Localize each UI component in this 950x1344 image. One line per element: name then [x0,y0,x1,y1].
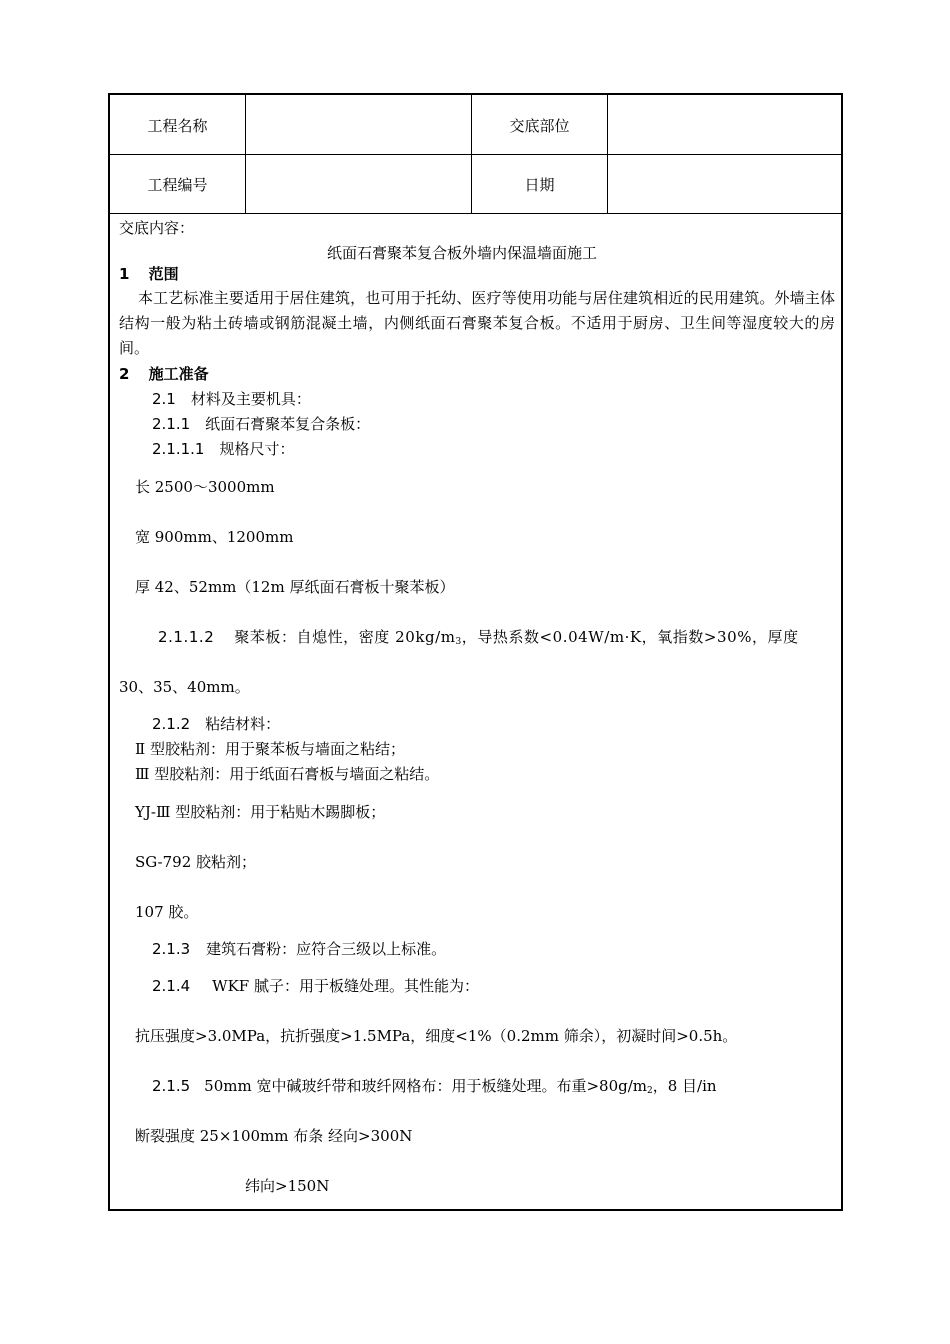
clause-2-1-1: 2.1.1 纸面石膏聚苯复合条板： [152,415,371,433]
clause-2-1-1-2 [158,628,834,651]
date-label: 日期 [524,175,555,194]
clause-2-1-5-text: 50mm 宽中碱玻纤带和玻纤网格布：用于板缝处理。布重>80g/m [204,1077,648,1095]
disclosure-form [108,93,843,1211]
spec-thickness: 厚 42、52mm（12m 厚纸面石膏板十聚苯板） [135,578,455,596]
clause-2-1-5-text2: ，8 目/in [652,1077,717,1095]
clause-2-1-1-2-number: 2.1.1.2 [158,628,215,646]
clause-2-1-5-sub: 2 [647,1086,653,1096]
clause-2-1-1-2-continued: 30、35、40mm。 [119,678,250,696]
clause-2-1-1-1: 2.1.1.1 规格尺寸： [152,440,295,458]
project-no-label: 工程编号 [147,175,208,194]
adhesive-107: 107 胶。 [135,903,199,921]
project-name-label: 工程名称 [147,116,208,135]
section-2-title: 施工准备 [148,365,209,383]
putty-properties: 抗压强度>3.0MPa，抗折强度>1.5MPa，细度<1%（0.2mm 筛余），初凝时间>0.5h。 [135,1027,738,1045]
content-intro-label: 交底内容： [119,219,195,237]
clause-2-1-4-number: 2.1.4 [152,977,191,995]
spec-length: 长 2500～3000mm [135,478,275,496]
clause-2-1-1-2-sub: 3 [455,637,462,647]
document-title: 纸面石膏聚苯复合板外墙内保温墙面施工 [327,244,598,262]
date-value[interactable] [608,155,843,213]
clause-2-1-3-text: 建筑石膏粉：应符合三级以上标准。 [206,940,447,958]
clause-2-1-4 [152,977,479,995]
adhesive-type-2: Ⅱ 型胶粘剂：用于聚苯板与墙面之粘结； [135,740,405,758]
section-2-heading [119,365,209,383]
part-value[interactable] [608,96,843,154]
clause-2-1-1-2-text: 聚苯板：自熄性，密度 20kg/m [234,628,456,646]
adhesive-sg: SG-792 胶粘剂； [135,853,257,871]
section-2-number: 2 [119,365,130,383]
section-1-paragraph: 本工艺标准主要适用于居住建筑，也可用于托幼、医疗等使用功能与居住建筑相近的民用建筑。外墙主体结构一般为粘土砖墙或钢筋混凝土墙，内侧纸面石膏聚苯复合板。不适用于厨房、卫生间等湿度较大的房间。 [119,289,835,357]
clause-2-1: 2.1 材料及主要机具： [152,390,311,408]
breaking-strength-weft: 纬向>150N [245,1177,330,1195]
spec-width: 宽 900mm、1200mm [135,528,294,546]
clause-2-1-5-number: 2.1.5 [152,1077,191,1095]
project-name-value[interactable] [246,96,471,154]
adhesive-type-3: Ⅲ 型胶粘剂：用于纸面石膏板与墙面之粘结。 [135,765,440,783]
section-1-heading [119,265,179,283]
part-label: 交底部位 [509,116,570,135]
project-no-value[interactable] [246,155,471,213]
row-divider [110,213,841,214]
clause-2-1-5 [152,1077,717,1100]
clause-2-1-1-2-text2: ，导热系数<0.04W/m·K，氧指数>30%，厚度 [461,628,799,646]
section-1-title: 范围 [148,265,179,283]
clause-2-1-2: 2.1.2 粘结材料： [152,715,281,733]
section-1-number: 1 [119,265,130,283]
clause-2-1-3-number: 2.1.3 [152,940,191,958]
clause-2-1-3 [152,940,446,958]
adhesive-yj: YJ-Ⅲ 型胶粘剂：用于粘贴木踢脚板； [135,803,386,821]
clause-2-1-4-text: WKF 腻子：用于板缝处理。其性能为： [212,977,479,995]
breaking-strength-warp: 断裂强度 25×100mm 布条 经向>300N [135,1127,413,1145]
